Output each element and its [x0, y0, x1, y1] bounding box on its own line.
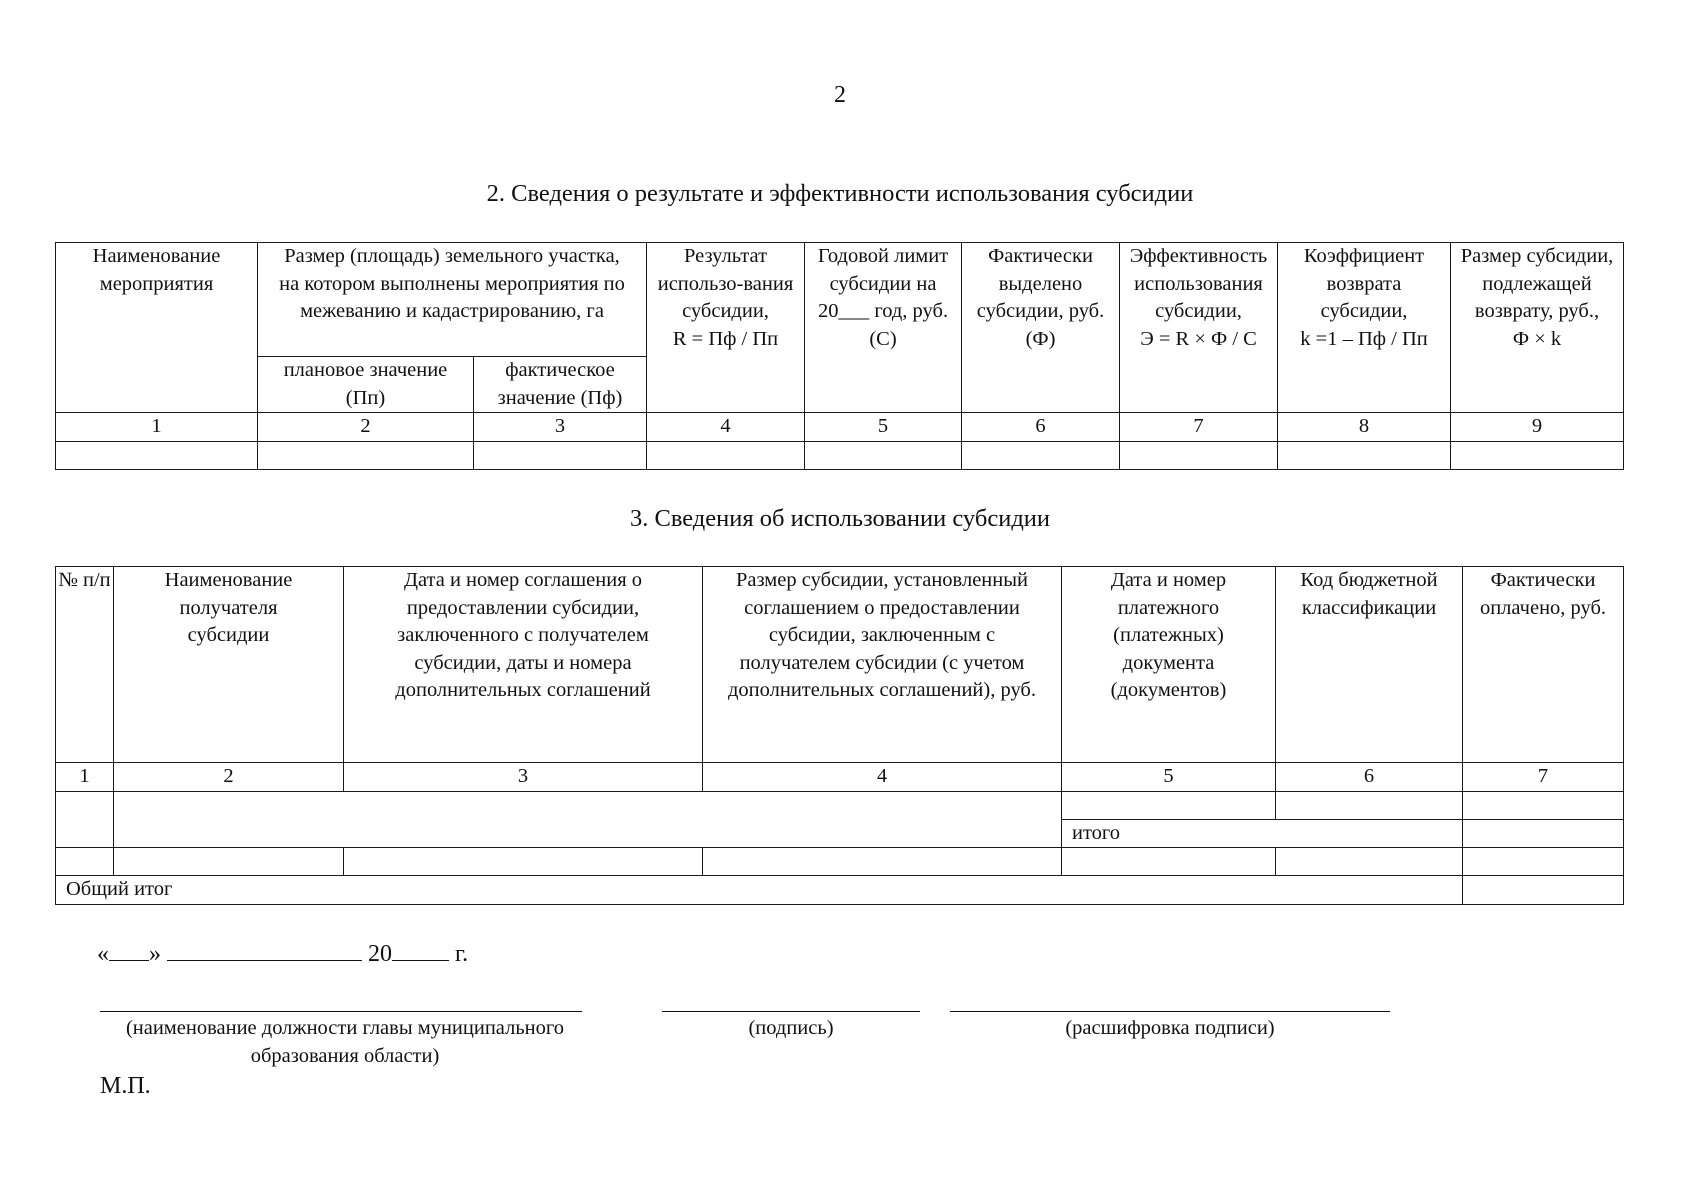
- col-number: 3: [344, 763, 703, 792]
- empty-cell[interactable]: [1451, 441, 1624, 469]
- header-subsidy-size: Размер субсидии, установленный соглашением о предоставлении субсидии, заключенным с получателем субсидии (с учетом дополнительных соглашений), руб.: [703, 567, 1062, 763]
- signature-line[interactable]: [662, 1011, 920, 1012]
- empty-cell[interactable]: [474, 441, 647, 469]
- header-land-area: Размер (площадь) земельного участка, на котором выполнены мероприятия по межеванию и кадастрированию, га: [258, 243, 647, 357]
- day-blank[interactable]: [109, 936, 149, 961]
- column-number-row: [56, 763, 1624, 792]
- header-planned-value: плановое значение (Пп): [258, 357, 474, 413]
- empty-cell[interactable]: [1062, 848, 1276, 876]
- col-number: 6: [962, 413, 1120, 442]
- formula-coefficient: k =1 – Пф / Пп: [1300, 327, 1428, 350]
- grand-total-label: Общий итог: [56, 876, 1463, 905]
- formula-return: Ф × k: [1512, 327, 1562, 350]
- empty-cell[interactable]: [805, 441, 962, 469]
- date-quote-open: «: [97, 941, 109, 967]
- subtotal-label: итого: [1062, 819, 1463, 848]
- header-annual-limit: Годовой лимит субсидии на 20___ год, руб. (С): [805, 243, 962, 413]
- header-allocated: Фактически выделено субсидии, руб. (Ф): [962, 243, 1120, 413]
- empty-cell[interactable]: [114, 791, 1062, 848]
- col-number: 3: [474, 413, 647, 442]
- signature-caption: (подпись): [748, 1017, 834, 1039]
- header-payment-document: Дата и номер платежного (платежных) документа (документов): [1062, 567, 1276, 763]
- grand-total-value[interactable]: [1463, 876, 1624, 905]
- table-row: [56, 791, 1624, 819]
- position-signature-line[interactable]: [100, 1011, 582, 1012]
- col-number: 2: [258, 413, 474, 442]
- header-recipient: Наименование получателя субсидии: [114, 567, 344, 763]
- col-number: 4: [703, 763, 1062, 792]
- header-actual-value: фактическое значение (Пф): [474, 357, 647, 413]
- date-line: [97, 936, 468, 968]
- header-budget-code: Код бюджетной классификации: [1276, 567, 1463, 763]
- grand-total-row: [56, 876, 1624, 905]
- empty-cell[interactable]: [56, 848, 114, 876]
- subtotal-value[interactable]: [1463, 819, 1624, 848]
- section-2-title: 2. Сведения о результате и эффективности использования субсидии: [486, 180, 1194, 207]
- col-number: 4: [647, 413, 805, 442]
- col-number: 5: [805, 413, 962, 442]
- year-blank[interactable]: [392, 936, 449, 961]
- empty-cell[interactable]: [647, 441, 805, 469]
- formula-result: R = Пф / Пп: [672, 327, 779, 350]
- header-paid: Фактически оплачено, руб.: [1463, 567, 1624, 763]
- decoding-signature-line[interactable]: [950, 1011, 1390, 1012]
- col-number: 6: [1276, 763, 1463, 792]
- decoding-caption: (расшифровка подписи): [1065, 1017, 1275, 1039]
- formula-efficiency: Э = R × Ф / С: [1140, 327, 1257, 350]
- header-result: Результат использо-вания субсидии, R = Пф / Пп: [647, 243, 805, 413]
- col-number: 1: [56, 413, 258, 442]
- col-number: 7: [1120, 413, 1278, 442]
- empty-cell[interactable]: [962, 441, 1120, 469]
- col-number: 2: [114, 763, 344, 792]
- header-row-number: № п/п: [56, 567, 114, 763]
- empty-cell[interactable]: [1276, 791, 1463, 819]
- year-suffix: г.: [455, 941, 469, 967]
- header-agreement: Дата и номер соглашения о предоставлении субсидии, заключенного с получателем субсидии, даты и номера дополнительных соглашений: [344, 567, 703, 763]
- month-blank[interactable]: [167, 936, 362, 961]
- col-number: 5: [1062, 763, 1276, 792]
- empty-cell[interactable]: [56, 791, 114, 848]
- year-prefix: 20: [368, 941, 392, 967]
- empty-cell[interactable]: [1463, 791, 1624, 819]
- empty-cell[interactable]: [1278, 441, 1451, 469]
- empty-cell[interactable]: [1276, 848, 1463, 876]
- table-row: [56, 441, 1624, 469]
- empty-cell[interactable]: [1120, 441, 1278, 469]
- table-row: [56, 848, 1624, 876]
- header-return-amount: Размер субсидии, подлежащей возврату, руб., Ф × k: [1451, 243, 1624, 413]
- header-event-name: Наименование мероприятия: [56, 243, 258, 413]
- col-number: 1: [56, 763, 114, 792]
- header-efficiency: Эффективность использования субсидии, Э = R × Ф / С: [1120, 243, 1278, 413]
- empty-cell[interactable]: [258, 441, 474, 469]
- col-number: 8: [1278, 413, 1451, 442]
- empty-cell[interactable]: [1463, 848, 1624, 876]
- column-number-row: [56, 413, 1624, 442]
- stamp-place: М.П.: [100, 1073, 151, 1099]
- position-caption: (наименование должности главы муниципального образования области): [125, 1017, 565, 1067]
- empty-cell[interactable]: [56, 441, 258, 469]
- empty-cell[interactable]: [1062, 791, 1276, 819]
- col-number: 7: [1463, 763, 1624, 792]
- empty-cell[interactable]: [344, 848, 703, 876]
- date-quote-close: »: [149, 941, 161, 967]
- usage-table: [55, 566, 1624, 905]
- header-return-coefficient: Коэффициент возврата субсидии, k =1 – Пф / Пп: [1278, 243, 1451, 413]
- col-number: 9: [1451, 413, 1624, 442]
- page-number: 2: [834, 82, 846, 108]
- section-3-title: 3. Сведения об использовании субсидии: [629, 505, 1051, 532]
- empty-cell[interactable]: [114, 848, 344, 876]
- empty-cell[interactable]: [703, 848, 1062, 876]
- results-table: [55, 242, 1624, 470]
